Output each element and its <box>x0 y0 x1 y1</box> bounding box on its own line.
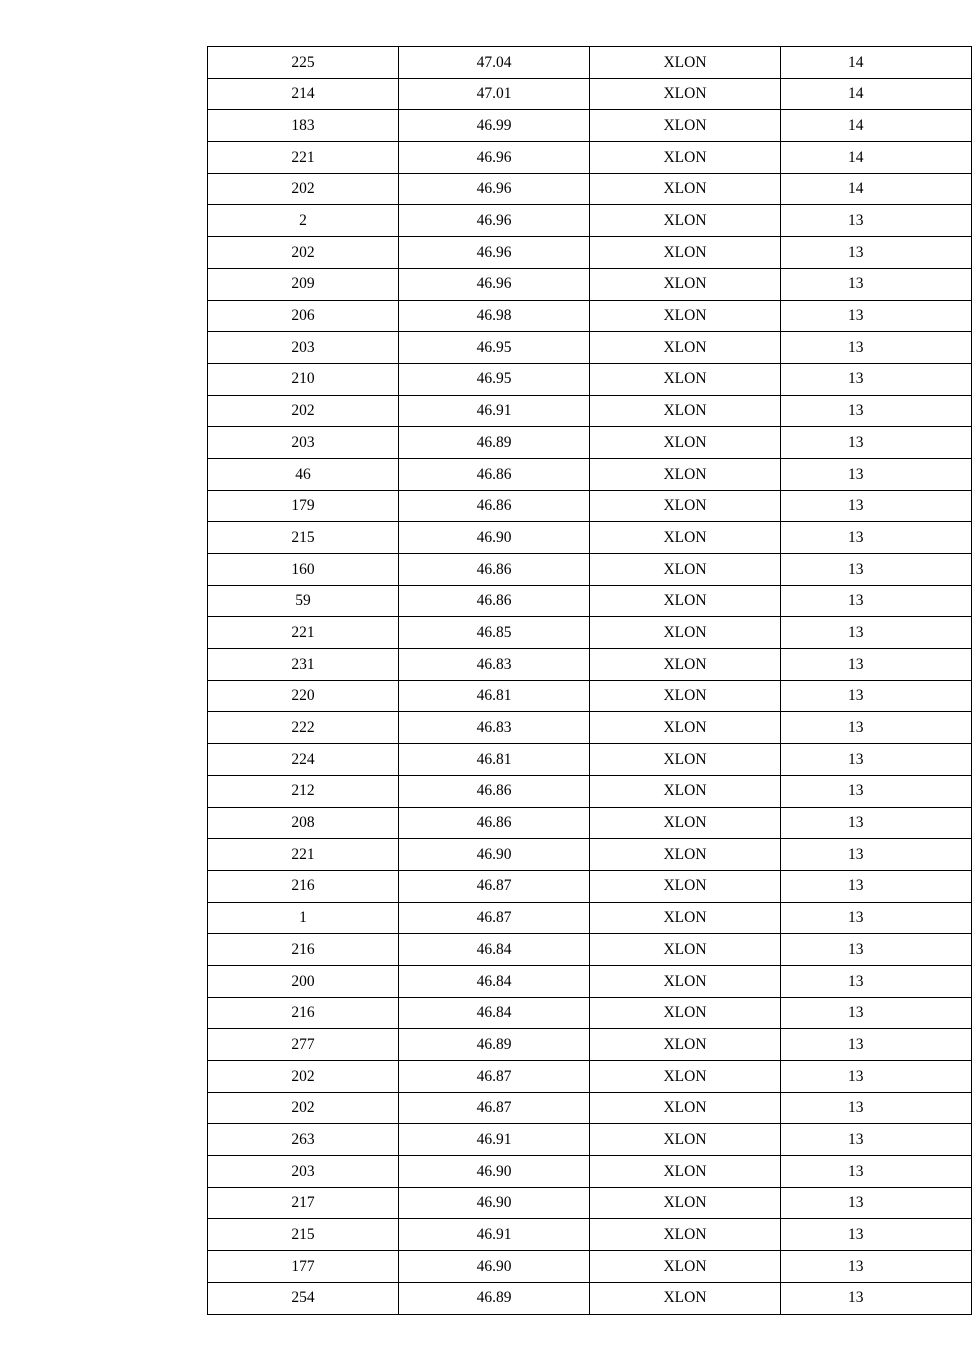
venue-cell: XLON <box>590 870 781 902</box>
venue-cell: XLON <box>590 490 781 522</box>
time-cell: 14 <box>781 173 972 205</box>
quantity-cell: 263 <box>208 1124 399 1156</box>
venue-cell: XLON <box>590 78 781 110</box>
quantity-cell: 203 <box>208 332 399 364</box>
quantity-cell: 220 <box>208 680 399 712</box>
quantity-cell: 215 <box>208 1219 399 1251</box>
quantity-cell: 216 <box>208 934 399 966</box>
venue-cell: XLON <box>590 839 781 871</box>
time-cell: 14 <box>781 110 972 142</box>
price-cell: 46.89 <box>399 1029 590 1061</box>
quantity-cell: 221 <box>208 142 399 174</box>
table-row <box>208 205 972 237</box>
time-cell: 13 <box>781 775 972 807</box>
venue-cell: XLON <box>590 1156 781 1188</box>
venue-cell: XLON <box>590 47 781 79</box>
time-cell: 13 <box>781 522 972 554</box>
quantity-cell: 202 <box>208 395 399 427</box>
table-row <box>208 332 972 364</box>
table-row <box>208 649 972 681</box>
table-row <box>208 1029 972 1061</box>
price-cell: 46.95 <box>399 363 590 395</box>
price-cell: 46.86 <box>399 458 590 490</box>
quantity-cell: 179 <box>208 490 399 522</box>
table-row <box>208 585 972 617</box>
venue-cell: XLON <box>590 997 781 1029</box>
table-row <box>208 1061 972 1093</box>
quantity-cell: 177 <box>208 1251 399 1283</box>
quantity-cell: 212 <box>208 775 399 807</box>
table-row <box>208 1251 972 1283</box>
quantity-cell: 183 <box>208 110 399 142</box>
time-cell: 13 <box>781 712 972 744</box>
table-row <box>208 775 972 807</box>
price-cell: 47.01 <box>399 78 590 110</box>
quantity-cell: 216 <box>208 870 399 902</box>
venue-cell: XLON <box>590 110 781 142</box>
time-cell: 13 <box>781 1282 972 1314</box>
price-cell: 46.86 <box>399 490 590 522</box>
price-cell: 46.87 <box>399 1061 590 1093</box>
price-cell: 46.87 <box>399 902 590 934</box>
quantity-cell: 210 <box>208 363 399 395</box>
time-cell: 13 <box>781 1219 972 1251</box>
price-cell: 46.96 <box>399 237 590 269</box>
quantity-cell: 209 <box>208 268 399 300</box>
venue-cell: XLON <box>590 1219 781 1251</box>
price-cell: 46.83 <box>399 649 590 681</box>
time-cell: 13 <box>781 934 972 966</box>
price-cell: 46.86 <box>399 775 590 807</box>
table-row <box>208 839 972 871</box>
quantity-cell: 1 <box>208 902 399 934</box>
price-cell: 46.84 <box>399 965 590 997</box>
quantity-cell: 222 <box>208 712 399 744</box>
price-cell: 46.90 <box>399 1187 590 1219</box>
time-cell: 13 <box>781 363 972 395</box>
price-cell: 46.84 <box>399 934 590 966</box>
venue-cell: XLON <box>590 363 781 395</box>
time-cell: 13 <box>781 1029 972 1061</box>
price-cell: 46.96 <box>399 205 590 237</box>
venue-cell: XLON <box>590 1187 781 1219</box>
quantity-cell: 221 <box>208 617 399 649</box>
time-cell: 13 <box>781 1251 972 1283</box>
venue-cell: XLON <box>590 142 781 174</box>
venue-cell: XLON <box>590 173 781 205</box>
price-cell: 46.85 <box>399 617 590 649</box>
price-cell: 46.83 <box>399 712 590 744</box>
price-cell: 46.90 <box>399 1251 590 1283</box>
time-cell: 13 <box>781 300 972 332</box>
quantity-cell: 2 <box>208 205 399 237</box>
table-row <box>208 395 972 427</box>
venue-cell: XLON <box>590 680 781 712</box>
price-cell: 46.86 <box>399 554 590 586</box>
venue-cell: XLON <box>590 1282 781 1314</box>
table-row <box>208 870 972 902</box>
venue-cell: XLON <box>590 1061 781 1093</box>
time-cell: 13 <box>781 997 972 1029</box>
venue-cell: XLON <box>590 1251 781 1283</box>
table-row <box>208 934 972 966</box>
quantity-cell: 200 <box>208 965 399 997</box>
quantity-cell: 206 <box>208 300 399 332</box>
price-cell: 46.96 <box>399 173 590 205</box>
table-row <box>208 997 972 1029</box>
quantity-cell: 202 <box>208 1061 399 1093</box>
time-cell: 13 <box>781 458 972 490</box>
time-cell: 13 <box>781 649 972 681</box>
table-row <box>208 237 972 269</box>
venue-cell: XLON <box>590 237 781 269</box>
venue-cell: XLON <box>590 427 781 459</box>
venue-cell: XLON <box>590 522 781 554</box>
table-row <box>208 617 972 649</box>
price-cell: 46.84 <box>399 997 590 1029</box>
time-cell: 13 <box>781 1187 972 1219</box>
quantity-cell: 202 <box>208 1092 399 1124</box>
price-cell: 46.95 <box>399 332 590 364</box>
table-row <box>208 744 972 776</box>
price-cell: 47.04 <box>399 47 590 79</box>
venue-cell: XLON <box>590 1092 781 1124</box>
quantity-cell: 277 <box>208 1029 399 1061</box>
table-row <box>208 110 972 142</box>
venue-cell: XLON <box>590 712 781 744</box>
time-cell: 13 <box>781 237 972 269</box>
table-row <box>208 807 972 839</box>
quantity-cell: 214 <box>208 78 399 110</box>
time-cell: 13 <box>781 268 972 300</box>
time-cell: 13 <box>781 554 972 586</box>
table-row <box>208 554 972 586</box>
venue-cell: XLON <box>590 458 781 490</box>
time-cell: 13 <box>781 1092 972 1124</box>
table-row <box>208 363 972 395</box>
venue-cell: XLON <box>590 649 781 681</box>
venue-cell: XLON <box>590 617 781 649</box>
price-cell: 46.96 <box>399 268 590 300</box>
price-cell: 46.87 <box>399 870 590 902</box>
table-row <box>208 902 972 934</box>
venue-cell: XLON <box>590 1029 781 1061</box>
table-row <box>208 173 972 205</box>
venue-cell: XLON <box>590 205 781 237</box>
time-cell: 13 <box>781 839 972 871</box>
price-cell: 46.90 <box>399 839 590 871</box>
quantity-cell: 225 <box>208 47 399 79</box>
venue-cell: XLON <box>590 775 781 807</box>
quantity-cell: 202 <box>208 173 399 205</box>
time-cell: 13 <box>781 585 972 617</box>
price-cell: 46.91 <box>399 395 590 427</box>
time-cell: 13 <box>781 1124 972 1156</box>
table-row <box>208 1187 972 1219</box>
table-row <box>208 1282 972 1314</box>
table-viewport <box>207 46 864 1315</box>
price-cell: 46.81 <box>399 744 590 776</box>
time-cell: 13 <box>781 427 972 459</box>
price-cell: 46.90 <box>399 522 590 554</box>
table-row <box>208 522 972 554</box>
table-row <box>208 1156 972 1188</box>
quantity-cell: 202 <box>208 237 399 269</box>
table-row <box>208 427 972 459</box>
venue-cell: XLON <box>590 902 781 934</box>
quantity-cell: 208 <box>208 807 399 839</box>
table-row <box>208 1219 972 1251</box>
table-row <box>208 458 972 490</box>
quantity-cell: 224 <box>208 744 399 776</box>
price-cell: 46.96 <box>399 142 590 174</box>
time-cell: 13 <box>781 395 972 427</box>
quantity-cell: 203 <box>208 1156 399 1188</box>
table-row <box>208 78 972 110</box>
quantity-cell: 160 <box>208 554 399 586</box>
quantity-cell: 46 <box>208 458 399 490</box>
venue-cell: XLON <box>590 934 781 966</box>
time-cell: 13 <box>781 490 972 522</box>
venue-cell: XLON <box>590 965 781 997</box>
quantity-cell: 216 <box>208 997 399 1029</box>
venue-cell: XLON <box>590 1124 781 1156</box>
price-cell: 46.91 <box>399 1219 590 1251</box>
table-row <box>208 300 972 332</box>
venue-cell: XLON <box>590 807 781 839</box>
venue-cell: XLON <box>590 332 781 364</box>
quantity-cell: 231 <box>208 649 399 681</box>
table-row <box>208 1124 972 1156</box>
price-cell: 46.81 <box>399 680 590 712</box>
transactions-table <box>207 46 972 1315</box>
time-cell: 13 <box>781 1061 972 1093</box>
venue-cell: XLON <box>590 268 781 300</box>
quantity-cell: 215 <box>208 522 399 554</box>
table-body <box>208 47 972 1315</box>
table-row <box>208 680 972 712</box>
time-cell: 13 <box>781 965 972 997</box>
time-cell: 13 <box>781 205 972 237</box>
table-row <box>208 47 972 79</box>
time-cell: 13 <box>781 902 972 934</box>
time-cell: 13 <box>781 617 972 649</box>
table-row <box>208 268 972 300</box>
price-cell: 46.90 <box>399 1156 590 1188</box>
venue-cell: XLON <box>590 395 781 427</box>
price-cell: 46.89 <box>399 427 590 459</box>
quantity-cell: 254 <box>208 1282 399 1314</box>
table-row <box>208 712 972 744</box>
table-row <box>208 490 972 522</box>
table-row <box>208 142 972 174</box>
price-cell: 46.89 <box>399 1282 590 1314</box>
venue-cell: XLON <box>590 554 781 586</box>
time-cell: 13 <box>781 1156 972 1188</box>
venue-cell: XLON <box>590 744 781 776</box>
venue-cell: XLON <box>590 300 781 332</box>
time-cell: 13 <box>781 744 972 776</box>
table-row <box>208 965 972 997</box>
table-row <box>208 1092 972 1124</box>
time-cell: 13 <box>781 870 972 902</box>
price-cell: 46.98 <box>399 300 590 332</box>
time-cell: 13 <box>781 332 972 364</box>
venue-cell: XLON <box>590 585 781 617</box>
quantity-cell: 59 <box>208 585 399 617</box>
time-cell: 13 <box>781 807 972 839</box>
price-cell: 46.99 <box>399 110 590 142</box>
time-cell: 14 <box>781 78 972 110</box>
price-cell: 46.91 <box>399 1124 590 1156</box>
price-cell: 46.87 <box>399 1092 590 1124</box>
time-cell: 13 <box>781 680 972 712</box>
quantity-cell: 217 <box>208 1187 399 1219</box>
time-cell: 14 <box>781 142 972 174</box>
quantity-cell: 221 <box>208 839 399 871</box>
price-cell: 46.86 <box>399 585 590 617</box>
price-cell: 46.86 <box>399 807 590 839</box>
quantity-cell: 203 <box>208 427 399 459</box>
time-cell: 14 <box>781 47 972 79</box>
